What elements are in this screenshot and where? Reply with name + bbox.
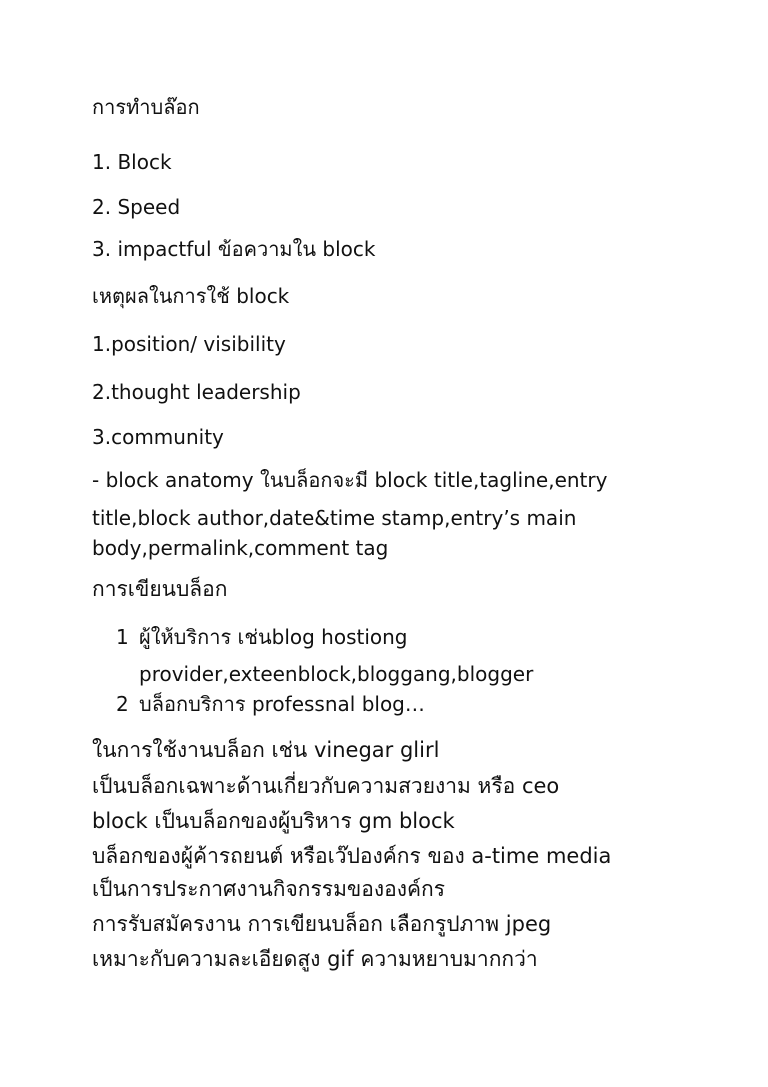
usage-line-5: เป็นการประกาศงานกิจกรรมขององค์กร [92, 877, 446, 901]
writing-item-2-line-1: บล็อกบริการ professnal blog… [139, 692, 425, 716]
reason-heading: เหตุผลในการใช้ block [92, 284, 290, 308]
usage-line-3: block เป็นบล็อกของผู้บริหาร gm block [92, 809, 455, 833]
page-heading: การทำบล๊อก [92, 95, 200, 119]
reason-item-leadership: 2.thought leadership [92, 380, 301, 404]
usage-line-7: เหมาะกับความละเอียดสูง gif ความหยาบมากกว่า [92, 947, 538, 971]
writing-item-1-line-2: provider,exteenblock,bloggang,blogger [139, 662, 534, 686]
anatomy-line-2: title,block author,date&time stamp,entry’s main [92, 506, 577, 530]
reason-item-position: 1.position/ visibility [92, 332, 286, 356]
usage-line-6: การรับสมัครงาน การเขียนบล็อก เลือกรูปภาพ jpeg [92, 912, 552, 936]
list-item-speed: 2. Speed [92, 195, 181, 219]
list-item-block: 1. Block [92, 150, 172, 174]
list-item-impactful: 3. impactful ข้อความใน block [92, 237, 376, 261]
anatomy-line-3: body,permalink,comment tag [92, 536, 389, 560]
usage-line-1: ในการใช้งานบล็อก เช่น vinegar glirl [92, 738, 440, 762]
writing-item-number-2: 2 [116, 692, 129, 716]
usage-line-4: บล็อกของผู้ค้ารถยนต์ หรือเว๊ปองค์กร ของ a-time media [92, 844, 612, 868]
writing-heading: การเขียนบล็อก [92, 577, 228, 601]
usage-line-2: เป็นบล็อกเฉพาะด้านเกี่ยวกับความสวยงาม หรือ ceo [92, 774, 560, 798]
writing-item-number-1: 1 [116, 625, 129, 649]
anatomy-line-1: - block anatomy ในบล็อกจะมี block title,tagline,entry [92, 468, 608, 492]
writing-item-1-line-1: ผู้ให้บริการ เช่นblog hostiong [139, 625, 408, 649]
reason-item-community: 3.community [92, 425, 224, 449]
